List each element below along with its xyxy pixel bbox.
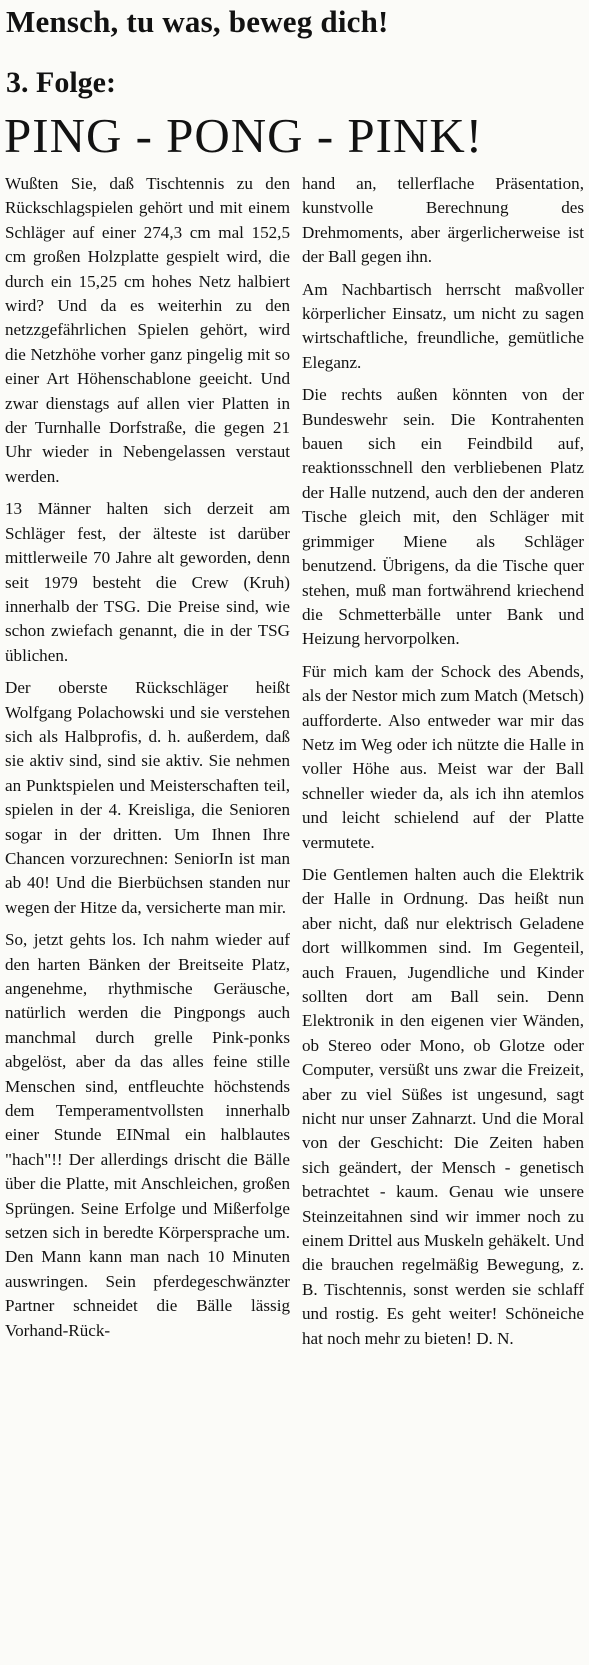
paragraph: Am Nachbartisch herrscht maßvoller körperlicher Einsatz, um nicht zu sagen wirtschaftliche, freundliche, gemütliche Eleganz. <box>302 279 584 372</box>
paragraph: Die Gentlemen halten auch die Elektrik der Halle in Ordnung. Das heißt nun aber nicht, daß nur elektrisch Geladene dort willkommen sind. Im Gegenteil, auch Frauen, Jugendliche und Kinder sollten dort am Ball sein. Denn Elektronik in den eigenen vier Wänden, ob Stereo oder Mono, ob Glotze oder Computer, versüßt uns zwar die Freizeit, aber zu viel Süßes ist ungesund, sagt nicht nur unser Zahnarzt. Und die Moral von der Geschicht: Die Zeiten haben sich geändert, der Mensch - genetisch betrachtet - kaum. Genau wie unsere Steinzeitahnen sind wir immer noch zu einem Drittel aus Muskeln gehäkelt. Und die brauchen regelmäßig Bewegung, z. B. Tischtennis, sonst werden sie schlaff und rostig. Es geht weiter! Schöneiche hat noch mehr zu bieten! D. N. <box>302 864 584 1348</box>
paragraph: 13 Männer halten sich derzeit am Schläger fest, der älteste ist darüber mittlerweile 70 Jahre alt geworden, denn seit 1979 besteht die Crew (Kruh) innerhalb der TSG. Die Preise sind, wie schon zwiefach genannt, die in der TSG üblichen. <box>5 499 290 665</box>
paragraph: Der oberste Rückschläger heißt Wolfgang Polachowski und sie verstehen sich als Halbprofis, d. h. außerdem, daß sie aktiv sind, sind sie aktiv. Sie nehmen an Punktspielen und Meisterschaften teil, spielen in der 4. Kreisliga, die Senioren sogar in der dritten. Um Ihnen Ihre Chancen vorzurechnen: SeniorIn ist man ab 40! Und die Bierbüchsen standen nur wegen der Hitze da, versicherte man mir. <box>5 678 290 917</box>
paragraph: Für mich kam der Schock des Abends, als der Nestor mich zum Match (Metsch) aufforderte. Also entweder war mir das Netz im Weg oder ich nützte die Halle in voller Höhe aus. Meist war der Ball schneller wieder da, als ich ihn atemlos und leicht schielend auf der Platte vermutete. <box>302 661 584 852</box>
paragraph: Die rechts außen könnten von der Bundeswehr sein. Die Kontrahenten bauen sich ein Feindbild auf, reaktionsschnell den verbliebenen Platz der Halle nutzend, auch den der anderen Tische gleich mit, den Schläger mit grimmiger Miene als Schläger benutzend. Übrigens, da die Tische quer stehen, muß man fortwährend kriechend die Schmetterbälle unter Bank und Heizung hervorpolken. <box>302 385 584 649</box>
headline: PING - PONG - PINK! <box>4 108 484 163</box>
right-column <box>302 172 584 1359</box>
paragraph: hand an, tellerflache Präsentation, kunstvolle Berechnung des Drehmoments, aber ärgerlicherweise ist der Ball gegen ihn. <box>302 174 584 267</box>
paragraph: So, jetzt gehts los. Ich nahm wieder auf den harten Bänken der Breitseite Platz, angenehme, rhythmische Geräusche, natürlich werden die Pingpongs auch manchmal durch grelle Pink-ponks abgelöst, aber da das alles feine stille Menschen sind, entfleuchte höchstends dem Temperamentvollsten innerhalb einer Stunde EINmal ein halblautes "hach"!! Der allerdings drischt die Bälle über die Platte, mit Anschleichen, großen Sprüngen. Seine Erfolge und Mißerfolge setzen sich in beredte Körpersprache um. Den Mann kann man nach 10 Minuten auswringen. Sein pferdegeschwänzter Partner schneidet die Bälle lässig Vorhand-Rück- <box>5 930 290 1340</box>
paragraph: Wußten Sie, daß Tischtennis zu den Rückschlagspielen gehört und mit einem Schläger auf einer 274,3 cm mal 152,5 cm großen Holzplatte gespielt wird, die durch ein 15,25 cm hohes Netz halbiert wird? Und da es weiterhin zu den netzzgefährlichen Spielen gehört, wird die Netzhöhe vorher ganz pingelig mit so einer Art Höhenschablone geeicht. Und zwar dienstags auf allen vier Platten in der Turnhalle Dorfstraße, die gegen 21 Uhr wieder in Nebengelassen verstaut werden. <box>5 174 290 486</box>
kicker-heading: Mensch, tu was, beweg dich! <box>6 4 389 39</box>
series-label: 3. Folge: <box>6 66 116 99</box>
left-column <box>5 172 290 1351</box>
